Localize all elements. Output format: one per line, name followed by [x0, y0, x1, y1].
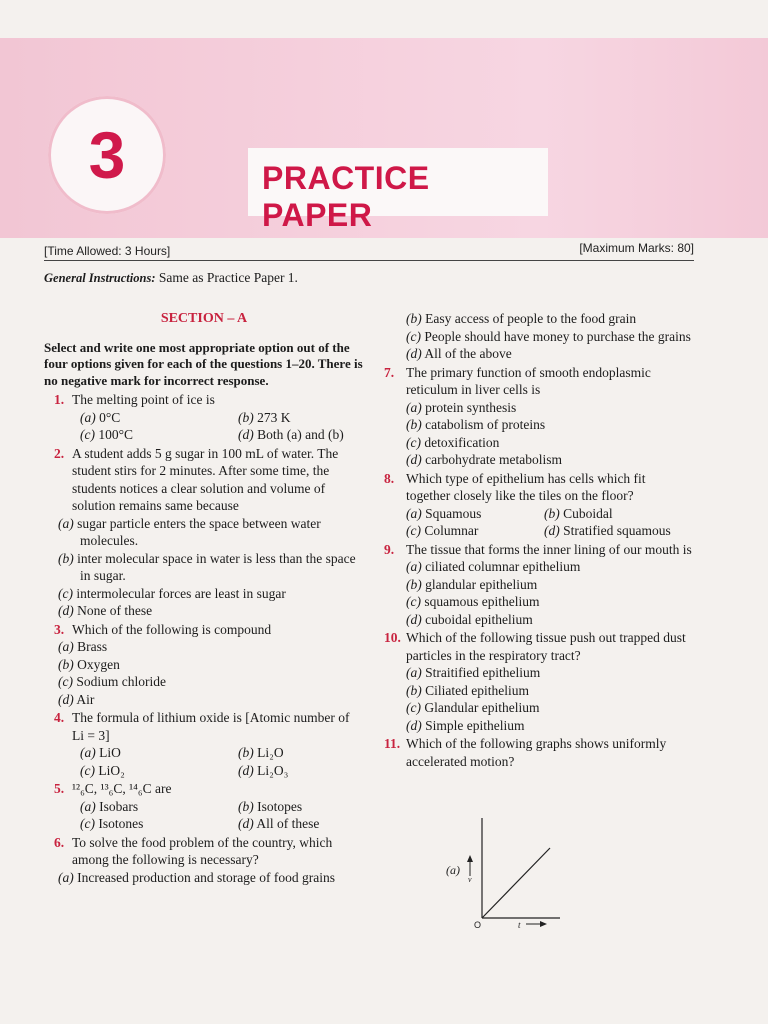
- option-label: (d): [238, 762, 254, 778]
- left-column: [44, 310, 364, 886]
- option: [388, 611, 692, 629]
- options-row: [44, 762, 364, 780]
- graph-option-label: (a): [446, 863, 460, 877]
- question-text: Which of the following tissue push out trapped dust particles in the respiratory tract?: [406, 630, 686, 663]
- option-d: cuboidal epithelium: [425, 611, 533, 627]
- option-b: Cuboidal: [563, 505, 613, 521]
- question-number: 11.: [384, 736, 401, 751]
- option-d: Both (a) and (b): [257, 427, 344, 442]
- option-label: (b): [58, 550, 74, 566]
- option-label: (b): [544, 505, 560, 521]
- option-label: (a): [406, 559, 422, 574]
- option-a: Straitified epithelium: [425, 665, 541, 680]
- option-b: Easy access of people to the food grain: [425, 311, 637, 326]
- question-text: ¹²₆C, ¹³₆C, ¹⁴₆C are: [72, 781, 172, 796]
- gi-label: General Instructions:: [44, 271, 156, 285]
- question-text: The primary function of smooth endoplasmic reticulum in liver cells is: [406, 364, 651, 397]
- option-label: (c): [406, 523, 421, 538]
- option-c: intermolecular forces are least in sugar: [76, 585, 286, 601]
- meta-line: [44, 240, 694, 262]
- option-a: LiO: [99, 745, 121, 760]
- options-row: [44, 409, 364, 427]
- option-label: (a): [80, 798, 96, 814]
- question-3: [44, 621, 364, 639]
- option: [44, 585, 364, 603]
- option-label: (a): [58, 515, 74, 531]
- section-instruction: Select and write one most appropriate option out of the four options given for each of the questions 1–20. There is no negative mark for incorrect response.: [44, 339, 363, 388]
- option: [44, 550, 364, 585]
- option-label: (b): [406, 311, 422, 326]
- question-number: 1.: [54, 392, 65, 407]
- x-arrow-head: [540, 921, 547, 927]
- question-number: 6.: [54, 834, 65, 850]
- chapter-number-badge: [48, 96, 166, 214]
- option-label: (c): [58, 674, 73, 689]
- option-a: Increased production and storage of food grains: [77, 869, 336, 885]
- option: [44, 691, 364, 709]
- option-label: (a): [58, 639, 74, 654]
- option-b: Li₂O: [257, 745, 284, 760]
- y-arrow-head: [467, 855, 473, 862]
- option: [44, 602, 364, 620]
- option-a: Isobars: [99, 798, 139, 814]
- option-a: Brass: [77, 639, 108, 654]
- option: [388, 558, 692, 576]
- option-b: Oxygen: [77, 656, 120, 672]
- option-c: squamous epithelium: [424, 594, 540, 609]
- option-c: LiO₂: [98, 762, 125, 778]
- option-label: (a): [406, 505, 422, 521]
- option-b: 273 K: [257, 409, 291, 425]
- title-box: [248, 148, 548, 233]
- option-label: (c): [80, 762, 95, 778]
- chapter-number: 3: [88, 118, 126, 192]
- option-label: (c): [80, 816, 95, 831]
- question-4: [44, 709, 364, 744]
- option-label: (c): [406, 700, 421, 715]
- option-d: carbohydrate metabolism: [425, 452, 562, 467]
- option: [388, 576, 692, 594]
- y-axis-label: v: [468, 875, 472, 884]
- option-label: (b): [406, 576, 422, 592]
- maximum-marks: [Maximum Marks: 80]: [579, 241, 694, 255]
- option-label: (a): [406, 665, 422, 680]
- option: [388, 717, 692, 735]
- options-row: [388, 522, 692, 540]
- option: [44, 656, 364, 674]
- option-c: Sodium chloride: [76, 674, 166, 689]
- question-number: 2.: [54, 445, 65, 461]
- option-label: (b): [406, 682, 422, 698]
- question-number: 5.: [54, 781, 65, 796]
- question-number: 3.: [54, 621, 65, 637]
- option: [388, 434, 692, 452]
- option-a: ciliated columnar epithelium: [425, 559, 581, 574]
- option: [388, 416, 692, 434]
- option-label: (d): [238, 816, 254, 831]
- option: [388, 664, 692, 682]
- option-label: (c): [406, 434, 421, 450]
- option-label: (d): [58, 691, 74, 707]
- page-title: PRACTICE PAPER: [262, 160, 430, 233]
- option-a: Squamous: [425, 505, 482, 521]
- question-number: 8.: [384, 470, 395, 486]
- option: [44, 869, 364, 887]
- question-8: [384, 470, 692, 505]
- option-label: (c): [58, 585, 73, 601]
- option-c: 100°C: [98, 427, 134, 442]
- question-11: [384, 735, 692, 770]
- question-6: [44, 834, 364, 869]
- option-label: (a): [58, 869, 74, 885]
- option: [388, 699, 692, 717]
- question-text: Which of the following graphs shows uniformly accelerated motion?: [406, 736, 667, 769]
- gi-text: Same as Practice Paper 1.: [158, 270, 298, 285]
- option: [44, 673, 364, 691]
- question-number: 4.: [54, 710, 65, 725]
- options-row: [44, 426, 364, 444]
- options-row: [44, 815, 364, 833]
- option-label: (d): [58, 603, 74, 618]
- option-label: (b): [58, 656, 74, 672]
- options-row: [44, 798, 364, 816]
- question-number: 9.: [384, 541, 395, 557]
- option-c: Glandular epithelium: [424, 700, 540, 715]
- option-label: (c): [80, 427, 95, 442]
- question-10: [384, 629, 692, 664]
- option-d: All of the above: [424, 346, 512, 361]
- question-2: [44, 445, 364, 515]
- question-text: The melting point of ice is: [72, 392, 215, 407]
- option-label: (d): [406, 611, 422, 627]
- question-number: 7.: [384, 364, 395, 380]
- option-label: (d): [406, 452, 422, 467]
- option-label: (d): [544, 523, 560, 538]
- option: [44, 515, 364, 550]
- option: [388, 399, 692, 417]
- option-d: All of these: [256, 816, 320, 831]
- section-heading: SECTION – A: [160, 311, 248, 326]
- x-axis-label: t: [518, 920, 521, 928]
- option-b: Ciliated epithelium: [425, 682, 529, 698]
- question-text: To solve the food problem of the country, which among the following is necessary?: [72, 834, 333, 867]
- option-a: protein synthesis: [425, 399, 517, 415]
- option-c: People should have money to purchase the grains: [424, 328, 691, 344]
- divider: [44, 260, 694, 261]
- option-d: None of these: [77, 603, 153, 618]
- option-d: Simple epithelium: [425, 717, 525, 733]
- option-d: Li₂O₃: [257, 762, 289, 778]
- question-text: Which of the following is compound: [72, 621, 272, 637]
- option-c: Isotones: [98, 816, 144, 831]
- option: [388, 328, 692, 346]
- option-label: (c): [406, 594, 421, 609]
- option-b: glandular epithelium: [425, 576, 538, 592]
- question-7: [384, 364, 692, 399]
- option-d: Stratified squamous: [563, 523, 671, 538]
- general-instructions: [44, 270, 298, 286]
- right-column: [384, 310, 692, 770]
- option: [388, 682, 692, 700]
- option-label: (b): [238, 798, 254, 814]
- options-row: [388, 505, 692, 523]
- question-text: Which type of epithelium has cells which fit together closely like the tiles on the floor?: [406, 470, 646, 503]
- question-9: [384, 541, 692, 559]
- question-1: [44, 391, 364, 409]
- options-row: [44, 744, 364, 762]
- question-5: [44, 780, 364, 798]
- option-b: catabolism of proteins: [425, 417, 546, 432]
- option-label: (a): [80, 409, 96, 425]
- option: [388, 345, 692, 363]
- option-label: (c): [406, 328, 421, 344]
- velocity-time-graph: [440, 818, 560, 928]
- option-label: (b): [238, 409, 254, 425]
- question-number: 10.: [384, 630, 401, 645]
- option-label: (b): [238, 745, 254, 760]
- option-label: (a): [406, 399, 422, 415]
- option: [388, 451, 692, 469]
- option: [388, 310, 692, 328]
- option-label: (b): [406, 417, 422, 432]
- option-a: 0°C: [99, 409, 121, 425]
- option-a: sugar particle enters the space between water molecules.: [77, 515, 321, 548]
- time-allowed: [Time Allowed: 3 Hours]: [44, 244, 171, 258]
- option-label: (d): [406, 346, 422, 361]
- question-text: The tissue that forms the inner lining of our mouth is: [406, 541, 692, 557]
- option-label: (d): [406, 717, 422, 733]
- option-label: (d): [238, 427, 254, 442]
- option: [388, 593, 692, 611]
- option-b: inter molecular space in water is less than the space in sugar.: [77, 550, 356, 583]
- option-d: Air: [76, 691, 95, 707]
- question-text: A student adds 5 g sugar in 100 mL of water. The student stirs for 2 minutes. After some time, the students notices a clear solution and volume of solution remains same because: [72, 445, 339, 513]
- option-c: detoxification: [424, 434, 500, 450]
- origin-label: O: [474, 920, 482, 928]
- graph-line: [482, 848, 550, 918]
- question-text: The formula of lithium oxide is [Atomic number of Li = 3]: [72, 710, 350, 743]
- option-c: Columnar: [424, 523, 479, 538]
- option-label: (a): [80, 745, 96, 760]
- option: [44, 638, 364, 656]
- option-b: Isotopes: [257, 798, 303, 814]
